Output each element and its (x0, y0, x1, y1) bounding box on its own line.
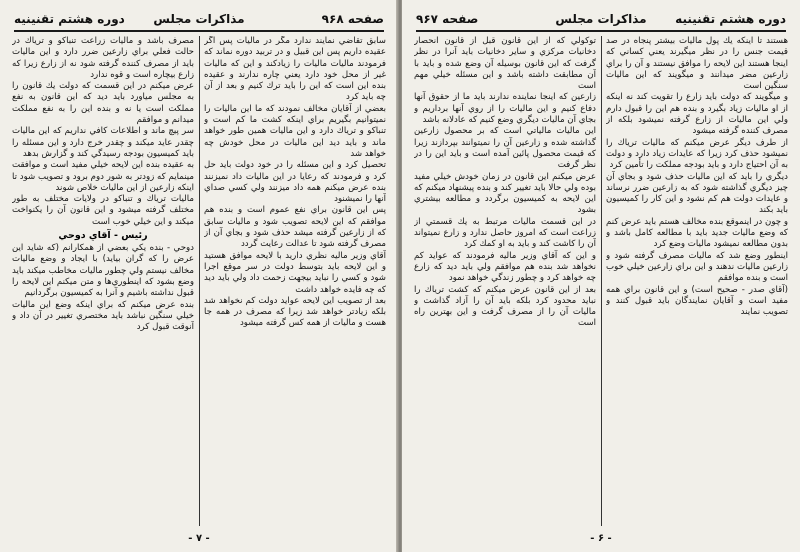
paragraph: در اين قسمت ماليات مرتبط به يك قسمتي از زراعت است كه امروز حاصل ندارد و زارع نميتواند آن را كاشت كند و بايد به او كمك كرد (414, 216, 596, 250)
right-page-header (416, 10, 786, 32)
paragraph: پس اين قانون براي نفع عموم است و بنده هم موافقم كه اين لايحه تصويب شود و ماليات سابق كه از زارعين گرفته ميشد حذف شود و بجاي آن از مصرف گرفته شود تا عدالت رعايت گردد (204, 205, 386, 250)
left-page-column-left (12, 36, 194, 526)
paragraph: توكولي كه از اين قانون قبل از قانون انحصار دخانيات مركزي و ساير دخانيات بايد آنرا در نظر گرفت كه اين قانون بوسيله آن وضع شده و بايد با آن مطابقت داشته باشد و اين مسئله خيلي مهم است (414, 36, 596, 92)
right-page (402, 0, 800, 552)
paragraph: هستند تا اينكه يك پول ماليات بيشتر پنجاه در صد قيمت جنس را در نظر ميگيرند يعني كساني كه اينجا هستند اين لايحه را موافق نيستند و آن را براي زارعين مضر ميدانند و ميگويند كه اين ماليات سنگين است (606, 36, 788, 92)
paragraph: عرض ميكنم در اين قسمت كه دولت يك قانون را به مجلس مياورد بايد ديد كه اين قانون به نفع مملكت است يا نه و بنده اين را به نفع مملكت ميدانم و موافقم (12, 81, 194, 126)
left-page-footer: - ۷ - (188, 533, 210, 544)
paragraph: تحصيل كرد و اين مسئله را در خود دولت بايد حل كرد و فرمودند كه رعايا در اين ماليات داد نميزنند بنده عرض ميكنم همه داد ميزنند ولي كسي صداي آنها را نميشنود (204, 160, 386, 205)
right-page-number: صفحه ۹۶۷ (416, 12, 479, 26)
paragraph: اينطور وضع شد كه ماليات مصرف گرفته شود و زارعين ماليات ندهند و اين براي زارعين خيلي خوب است و بنده موافقم (606, 250, 788, 284)
right-page-column-left (414, 36, 596, 526)
column-divider (199, 36, 200, 526)
left-page-session: دوره هشتم تقنينيه (14, 12, 125, 26)
left-page (0, 0, 398, 552)
paragraph: عرض ميكنم اين قانون در زمان خودش خيلي مفيد بوده ولي حالا بايد تغيير كند و بنده پيشنهاد ميكنم كه اين لايحه به كميسيون برگردد و مطالعه بيشتري بشود (414, 171, 596, 216)
paragraph: آقاي وزير ماليه نظري داريد با لايحه موافق هستيد و اين لايحه بايد بتوسط دولت در سر موقع اجرا شود و كسي را نبايد بيجهت زحمت داد ولي بايد ديد كه چه فايده خواهد داشت (204, 250, 386, 295)
paragraph: و ميگويند كه دولت بايد زارع را تقويت كند نه اينكه از او ماليات زياد بگيرد و بنده هم اين را قبول دارم ولي اين ماليات از زارع گرفته نميشود بلكه از مصرف كننده گرفته ميشود (606, 92, 788, 137)
paragraph: بنده عرض ميكنم كه براي اينكه وضع اين ماليات خيلي سنگين نباشد بايد مختصري تغيير در آن داد و آنوقت قبول كرد (12, 299, 194, 333)
paragraph: از طرف ديگر عرض ميكنم كه ماليات ترياك را نميشود حذف كرد زيرا كه عايدات زياد دارد و دولت به آن احتياج دارد و بايد بودجه مملكت را تأمين كرد (606, 137, 788, 171)
left-page-header (14, 10, 384, 32)
paragraph: مصرف باشد و ماليات زراعت تنباكو و ترياك در حالت فعلي براي زارعين ضرر دارد و اين ماليات بايد از مصرف كننده گرفته شود نه از زارع زيرا كه زارع بيچاره است و قوه ندارد (12, 36, 194, 80)
paragraph: بعد از تصويب اين لايحه عوايد دولت كم نخواهد شد بلكه زيادتر خواهد شد زيرا كه مصرف در همه جا هست و ماليات از همه كس گرفته ميشود (204, 295, 386, 329)
left-page-title: مذاكرات مجلس (153, 12, 245, 26)
speaker-heading: رئيس - آقاي دوحي (58, 230, 148, 242)
paragraph: دوحي - بنده يكي بعضي از همكارانم (كه شايد اين عرض را كه گران بيايد) با ايجاد و وضع ماليات مخالف نيستم ولي چطور ماليات مخاطب ميكند بايد وضع بشود كه اينطوري‌ها و متن ميكنم اين لايحه را قبول نداشته باشيم و آنرا به كميسيون برگردانيم (12, 243, 194, 299)
paragraph: بعضي از آقايان مخالف نمودند كه ما اين ماليات را نميتوانيم بگيريم براي اينكه كشت ما كم است و تنباكو و ترياك دارد و اين ماليات همين طور خواهد ماند و بايد ديد اين ماليات در محل خودش چه خواهد شد (204, 103, 386, 159)
paragraph: ديگري را بايد كه اين ماليات حذف شود و بجاي آن چيز ديگري گذاشته شود كه به زارعين ضرر نرساند و عايدات دولت هم كم نشود و اين كار را كميسيون بايد بكند (606, 171, 788, 216)
right-page-session: دوره هشتم تقنينيه (675, 12, 786, 26)
column-divider (601, 36, 602, 526)
paragraph: (آقاي صدر - صحيح است) و اين قانون براي همه مفيد است و آقايان نمايندگان بايد قبول كنند و تصويب نمايند (606, 284, 788, 318)
right-page-column-right (606, 36, 788, 526)
paragraph: سر پيچ ماند و اطلاعات كافي نداريم كه اين ماليات چقدر عايد ميكند و چقدر خرج دارد و اين مسئله را بايد كميسيون بودجه رسيدگي كند و گزارش بدهد (12, 126, 194, 159)
left-page-column-right (204, 36, 386, 526)
paragraph: زارعين كه اينجا نماينده ندارند بايد ما از حقوق آنها دفاع كنيم و اين ماليات را از روي آنها برداريم و بجاي آن ماليات ديگري وضع كنيم كه عادلانه باشد (414, 92, 596, 126)
left-page-number: صفحه ۹۶۸ (321, 12, 384, 26)
paragraph: و چون در اينموقع بنده مخالف هستم بايد عرض كنم كه وضع ماليات جديد بايد با مطالعه كامل باشد و بدون مطالعه نميشود ماليات وضع كرد (606, 216, 788, 250)
paragraph: و اين كه آقاي وزير ماليه فرمودند كه عوايد كم نخواهد شد بنده هم موافقم ولي بايد ديد كه زارع چه خواهد كرد و چطور زندگي خواهد نمود (414, 250, 596, 284)
paragraph: اين ماليات مالياتي است كه بر محصول زارعين گذاشته شده و زارعين آن را نميتوانند بپردازند زيرا كه قيمت محصول پائين آمده است و بايد اين را در نظر گرفت (414, 126, 596, 171)
paragraph: ماليات ترياك و تنباكو در ولايات مختلف به طور مختلف گرفته ميشود و اين قانون آن را يكنواخت ميكند و اين خيلي خوب است (12, 194, 194, 227)
right-page-title: مذاكرات مجلس (555, 12, 647, 26)
right-page-footer: - ۶ - (590, 533, 612, 544)
paragraph: بعد از اين قانون عرض ميكنم كه كشت ترياك را نبايد محدود كرد بلكه بايد آن را آزاد گذاشت و ماليات آن را از مصرف گرفت و اين بهترين راه است (414, 284, 596, 329)
paragraph: به عقيده بنده اين لايحه خيلي مفيد است و موافقت مينمايم كه زودتر به شور دوم برود و تصويب شود تا اينكه زارعين از اين ماليات خلاص شوند (12, 160, 194, 193)
paragraph: سابق تقاضي نمايند ندارد مگر در ماليات پس اگر عقيده داريم پس اين قبيل و در تربيد دوره نماند كه فرمودند ماليات ماليات را زيادكند و اين كه ماليات غير از محل خود دارد يعني چاره ندارند و عقيده بنده اين است كه اين را بايد ترك كنيم و بعد از آن چه بايد كرد (204, 36, 386, 103)
